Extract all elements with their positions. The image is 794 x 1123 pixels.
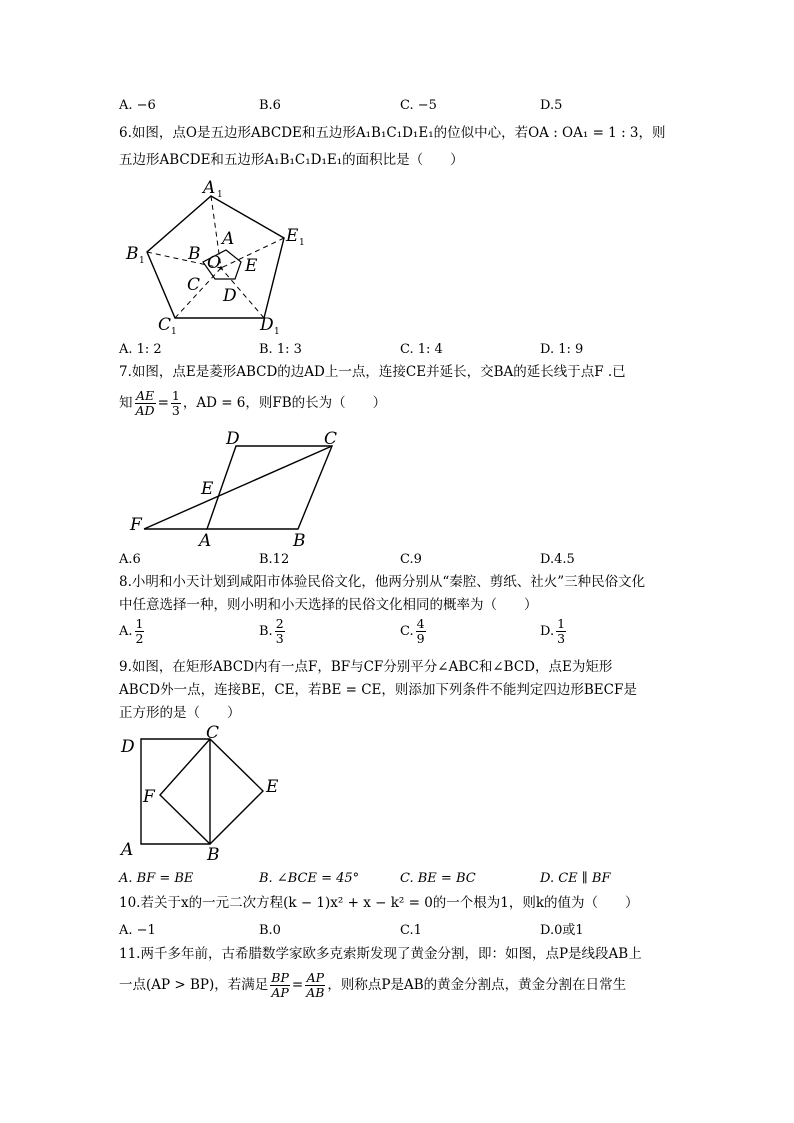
q11-stem-line1: 11.两千多年前，古希腊数学家欧多克索斯发现了黄金分割，即：如图，点P是线段AB上 bbox=[119, 946, 642, 962]
q6-label-a: A bbox=[222, 229, 235, 249]
q7-label-a: A bbox=[199, 531, 212, 551]
q7-label-f: F bbox=[130, 515, 142, 535]
q6-label-c1: C bbox=[158, 315, 172, 335]
q10-option-d: D.0或1 bbox=[540, 923, 584, 938]
q7-label-d: D bbox=[226, 429, 240, 449]
q6-label-b1: B bbox=[126, 244, 139, 264]
q7-stem-line1: 7.如图，点E是菱形ABCD的边AD上一点，连接CE并延长，交BA的延长线于点F .已 bbox=[119, 364, 626, 380]
q7-stem-line2: 知 $\frac{AE}{AD}$ = $\frac{1}{3}$ ，AD = 6，则FB的长为（ ） bbox=[119, 388, 387, 418]
q5-option-a: A. −6 bbox=[119, 98, 156, 113]
q9-stem-line2: ABCD外一点，连接BE，CE，若BE = CE，则添加下列条件不能判定四边形BECF是 bbox=[119, 682, 637, 698]
q9-label-c: C bbox=[206, 723, 220, 743]
q7-option-a: A.6 bbox=[119, 552, 141, 567]
svg-text:1: 1 bbox=[217, 190, 223, 200]
q9-option-a: A. BF = BE bbox=[119, 871, 194, 886]
q7-label-e: E bbox=[201, 479, 214, 499]
q7-label-b: B bbox=[293, 531, 306, 551]
q6-label-c: C bbox=[187, 275, 201, 295]
q6-label-e1: E bbox=[286, 226, 299, 246]
q7-option-d: D.4.5 bbox=[540, 552, 575, 567]
q5-option-b: B.6 bbox=[259, 98, 281, 113]
q11-stem-line2: 一点(AP > BP)，若满足 $\frac{BP}{AP}$ = $\frac{AP}{AB}$ ，则称点P是AB的黄金分割点，黄金分割在日常生 bbox=[119, 970, 627, 1000]
q8-stem-line2: 中任意选择一种，则小明和小天选择的民俗文化相同的概率为（ ） bbox=[119, 597, 538, 613]
q6-option-a: A. 1: 2 bbox=[119, 342, 162, 357]
svg-text:1: 1 bbox=[274, 327, 280, 337]
q10-option-a: A. −1 bbox=[119, 923, 156, 938]
q7-option-c: C.9 bbox=[400, 552, 422, 567]
q7-option-b: B.12 bbox=[259, 552, 290, 567]
q6-label-a1: A bbox=[203, 178, 216, 198]
q9-label-b: B bbox=[207, 845, 220, 865]
q6-label-d: D bbox=[223, 286, 237, 306]
q9-label-a: A bbox=[121, 840, 134, 860]
q7-fraction-one-third: $\frac{1}{3}$ bbox=[171, 388, 180, 418]
q9-stem-line3: 正方形的是（ ） bbox=[119, 705, 241, 721]
q6-label-o: O bbox=[207, 253, 221, 273]
q5-option-d: D.5 bbox=[540, 98, 563, 113]
q8-stem-line1: 8.小明和小天计划到咸阳市体验民俗文化，他两分别从“秦腔、剪纸、社火”三种民俗文化 bbox=[119, 574, 646, 590]
q6-label-e: E bbox=[245, 256, 258, 276]
q6-option-d: D. 1: 9 bbox=[540, 342, 584, 357]
q9-label-e: E bbox=[266, 777, 279, 797]
q10-option-b: B.0 bbox=[259, 923, 281, 938]
q11-fraction-ap-ab: $\frac{AP}{AB}$ bbox=[306, 970, 325, 1000]
q6-stem-line1: 6.如图，点O是五边形ABCDE和五边形A₁B₁C₁D₁E₁的位似中心，若OA : OA₁ = 1 : 3，则 bbox=[119, 125, 666, 141]
q8-option-b: B. $\frac{2}{3}$ bbox=[259, 616, 284, 646]
q9-label-d: D bbox=[121, 737, 135, 757]
q11-fraction-bp-ap: $\frac{BP}{AP}$ bbox=[271, 970, 289, 1000]
q10-option-c: C.1 bbox=[400, 923, 422, 938]
q6-label-b: B bbox=[188, 244, 201, 264]
q6-option-b: B. 1: 3 bbox=[259, 342, 302, 357]
q6-stem-line2: 五边形ABCDE和五边形A₁B₁C₁D₁E₁的面积比是（ ） bbox=[119, 152, 464, 168]
q7-label-c: C bbox=[324, 429, 338, 449]
svg-text:1: 1 bbox=[139, 256, 145, 266]
q10-stem-line1: 10.若关于x的一元二次方程(k − 1)x² + x − k² = 0的一个根为1，则k的值为（ ） bbox=[119, 895, 639, 911]
q5-option-c: C. −5 bbox=[400, 98, 437, 113]
q8-option-c: C. $\frac{4}{9}$ bbox=[400, 616, 425, 646]
q9-label-f: F bbox=[143, 787, 155, 807]
q6-option-c: C. 1: 4 bbox=[400, 342, 443, 357]
q9-stem-line1: 9.如图，在矩形ABCD内有一点F，BF与CF分别平分∠ABC和∠BCD，点E为矩形 bbox=[119, 659, 613, 675]
svg-text:1: 1 bbox=[299, 238, 305, 248]
q6-label-d1: D bbox=[260, 315, 274, 335]
q8-option-a: A. $\frac{1}{2}$ bbox=[119, 616, 144, 646]
q7-fraction-ae-ad: $\frac{AE}{AD}$ bbox=[135, 388, 155, 418]
q8-option-d: D. $\frac{1}{3}$ bbox=[540, 616, 566, 646]
q9-option-c: C. BE = BC bbox=[400, 871, 476, 886]
q9-option-b: B. ∠BCE = 45° bbox=[259, 871, 360, 886]
svg-text:1: 1 bbox=[171, 327, 177, 337]
q9-option-d: D. CE ∥ BF bbox=[540, 871, 611, 886]
